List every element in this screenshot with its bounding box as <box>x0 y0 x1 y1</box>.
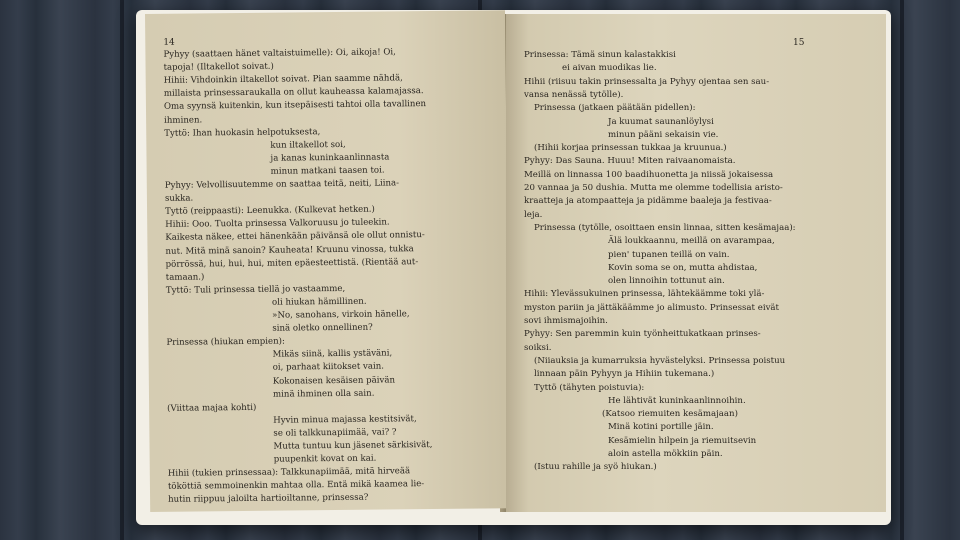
text-line: tamaan.) <box>165 272 205 283</box>
text-line: Kaikesta näkee, ettei hänenkään päivänsä ole ollut onnistu- <box>165 230 425 244</box>
text-line: se oli talkkunapiimää, vai? ? <box>273 427 397 439</box>
text-line: (Niiauksia ja kumarruksia hyvästelyksi. Prinsessa poistuu <box>534 355 786 366</box>
text-line: minun matkani taasen toi. <box>270 165 385 177</box>
text-line: He lähtivät kuninkaanlinnoihin. <box>608 395 746 406</box>
text-line: Hihii: Ooo. Tuolta prinsessa Valkoruusu jo tuleekin. <box>165 217 390 231</box>
wood-seam <box>900 0 904 540</box>
text-line: Pyhyy: Das Sauna. Huuu! Miten raivaanomaista. <box>524 156 736 167</box>
text-line: Kesämielin hilpein ja riemuitsevin <box>608 435 757 446</box>
text-line: tapoja! (Iltakellot soivat.) <box>163 61 274 73</box>
text-line: pörrössä, hui, hui, hui, miten epäesteettistä. (Rientää aut- <box>165 256 419 270</box>
text-line: kun iltakellot soi, <box>270 139 346 151</box>
text-line: Mikäs siinä, kallis ystäväni, <box>272 348 393 360</box>
text-line: Hihii: Ylevässukuinen prinsessa, lähtekäämme toki ylä- <box>524 289 765 300</box>
text-line: oi, parhaat kiitokset vain. <box>272 361 385 374</box>
text-line: Oma syynsä kuitenkin, kun itsepäisesti tahtoi olla tavallinen <box>163 99 427 113</box>
text-line: Prinsessa (tytölle, osoittaen ensin linnaa, sitten kesämajaa): <box>534 222 796 233</box>
text-line: Minä kotini portille jäin. <box>608 422 714 433</box>
text-line: pien' tupanen teillä on vain. <box>608 249 730 260</box>
text-line: Kovin soma se on, mutta ahdistaa, <box>608 262 758 273</box>
text-line: Hihii: Vihdoinkin iltakellot soivat. Pian saamme nähdä, <box>163 73 403 86</box>
text-line: kraatteja ja atompaatteja ja pidämme baaleja ja festivaa- <box>524 196 772 207</box>
text-line: Hihii (riisuu takin prinsessalta ja Pyhyy ojentaa sen sau- <box>524 76 770 87</box>
text-line: sukka. <box>164 193 194 204</box>
text-line: Pyhyy: Sen paremmin kuin työnheittukatkaan prinses- <box>524 329 761 340</box>
text-line: linnaan päin Pyhyyn ja Hihiin tukemana.) <box>534 369 715 380</box>
text-line: (Viittaa majaa kohti) <box>167 402 257 414</box>
text-line: millaista prinsessaraukalla on ollut kauheassa kalamajassa. <box>163 86 424 100</box>
text-line: olen linnoihin tottunut ain. <box>608 276 725 287</box>
text-line: ei aivan muodikas lie. <box>562 63 657 74</box>
text-line: Tyttö: Tuli prinsessa tiellä jo vastaamme, <box>165 283 346 296</box>
left-page <box>145 10 510 512</box>
text-line: Prinsessa (hiukan empien): <box>166 336 285 348</box>
text-line: oli hiukan hämillinen. <box>271 296 367 308</box>
text-line: hutin riippuu jaloilta hartioiltanne, prinsessa? <box>168 493 369 506</box>
text-line: aloin astella mökkiin päin. <box>608 449 723 459</box>
text-line: Mutta tuntuu kun jäsenet särkisivät, <box>273 440 433 452</box>
text-line: Prinsessa: Tämä sinun kalastakkisi <box>524 50 676 60</box>
right-page <box>506 14 886 512</box>
text-line: Tyttö (reippaasti): Leenukka. (Kulkevat hetken.) <box>165 204 375 217</box>
text-line: Hyvin minua majassa kestitsivät, <box>273 413 417 426</box>
text-line: puupenkit kovat on kai. <box>273 453 377 465</box>
text-line: Tyttö (tähyten poistuvia): <box>534 382 645 393</box>
text-line: Hihii (tukien prinsessaa): Talkkunapiimää, mitä hirveää <box>167 466 411 479</box>
text-line: sinä oletko onnellinen? <box>272 322 373 334</box>
text-line: tököttiä semmoinenkin mahtaa olla. Entä mikä kaamea lie- <box>167 479 425 493</box>
text-line: ja kanas kuninkaanlinnasta <box>270 152 390 164</box>
text-line: Prinsessa (jatkaen päätään pidellen): <box>534 103 696 114</box>
text-line: minä ihminen olla sain. <box>272 388 375 400</box>
text-line: leja. <box>524 209 543 220</box>
text-line: myston pariin ja jättäkäämme jo alimusto. Prinsessat eivät <box>524 302 780 313</box>
text-line: Ja kuumat saunanlöylysi <box>608 116 714 127</box>
text-line: 20 vannaa ja 50 dushia. Mutta me olemme todellisia aristo- <box>524 183 783 193</box>
text-line: vansa nenässä tytölle). <box>524 89 624 100</box>
text-line: Tyttö: Ihan huokasin helpotuksesta, <box>164 126 321 139</box>
wood-seam <box>120 0 124 540</box>
page-number-left: 14 <box>163 37 175 48</box>
text-line: (Istuu rahille ja syö hiukan.) <box>534 462 657 473</box>
text-line: soiksi. <box>524 342 552 353</box>
page-number-right: 15 <box>793 38 805 48</box>
text-line: sovi ihmismajoihin. <box>524 316 608 326</box>
text-line: nut. Mitä minä sanoin? Kauheata! Kruunu vinossa, tukka <box>165 243 414 257</box>
text-line: minun pääni sekaisin vie. <box>608 129 719 140</box>
text-line: Pyhyy (saattaen hänet valtaistuimelle): Oi, aikoja! Oi, <box>163 47 396 60</box>
text-line: Pyhyy: Velvollisuutemme on saattaa teitä, neiti, Liina- <box>164 178 400 191</box>
text-line: ihminen. <box>164 114 203 126</box>
text-line: »No, sanohans, virkoin hänelle, <box>272 309 410 321</box>
text-line: Meillä on linnassa 100 baadihuonetta ja niissä jokaisessa <box>524 169 774 180</box>
text-line: Älä loukkaannu, meillä on avarampaa, <box>608 236 775 247</box>
text-line: (Hihii korjaa prinsessan tukkaa ja kruunua.) <box>534 143 727 154</box>
text-line: Kokonaisen kesäisen päivän <box>272 374 396 387</box>
text-line: (Katsoo riemuiten kesämajaan) <box>602 409 738 420</box>
